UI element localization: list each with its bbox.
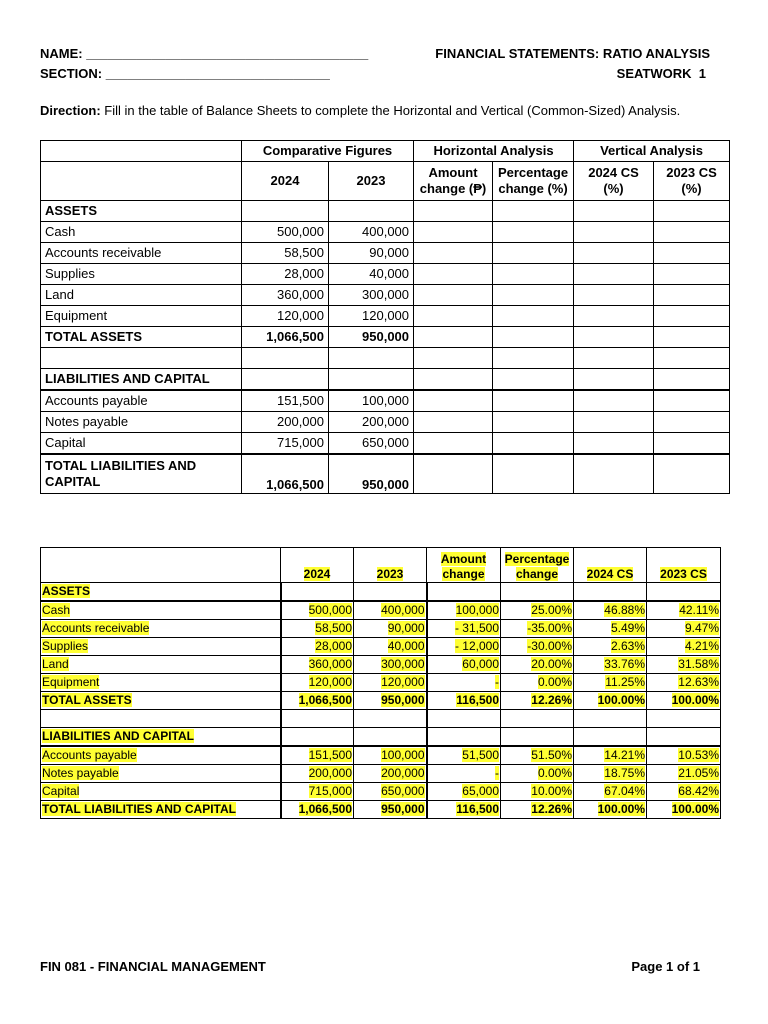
value-y2023: 950,000 [329,327,414,348]
blank-cell-cs-2024 [574,327,654,348]
blank-cell-cs-2023 [654,433,730,455]
group-header-horizontal: Horizontal Analysis [414,141,574,162]
value-2024 [281,583,354,602]
cs-2023: 4.21% [647,638,721,656]
value-y2024: 1,066,500 [242,327,329,348]
value-y2023 [329,348,414,369]
row-label: Accounts payable [41,390,242,412]
value-2024: 28,000 [281,638,354,656]
row-label: Supplies [41,264,242,285]
blank-cell-cs-2023 [654,327,730,348]
row-label [41,348,242,369]
blank-cell-percentage-change [493,433,574,455]
blank-cell-cs-2024 [574,201,654,222]
percentage-change [501,583,574,602]
value-y2023: 100,000 [329,390,414,412]
table1-group-header-row [41,141,730,162]
value-y2024: 500,000 [242,222,329,243]
value-y2023: 120,000 [329,306,414,327]
cs-2024: 14.21% [574,746,647,765]
t2-header-2023-cs: 2023 CS [647,548,721,583]
blank-cell-percentage-change [493,201,574,222]
sub-header-2024: 2024 [242,162,329,201]
table1-row [41,306,730,327]
t2-header-2024: 2024 [281,548,354,583]
value-2023 [354,728,427,747]
amount-change [427,728,501,747]
blank-cell-amount-change [414,306,493,327]
value-2023: 950,000 [354,801,427,819]
amount-change: - [427,674,501,692]
percentage-change: 25.00% [501,601,574,620]
group-header-vertical: Vertical Analysis [574,141,730,162]
value-y2024: 58,500 [242,243,329,264]
cs-2023 [647,728,721,747]
blank-cell-cs-2024 [574,306,654,327]
table2-row [41,692,721,710]
value-2023: 90,000 [354,620,427,638]
value-y2023 [329,369,414,391]
amount-change [427,710,501,728]
sub-header-2023-cs: 2023 CS (%) [654,162,730,201]
value-2023: 950,000 [354,692,427,710]
value-y2023: 400,000 [329,222,414,243]
value-y2024: 200,000 [242,412,329,433]
value-y2023: 650,000 [329,433,414,455]
row-label: TOTAL ASSETS [41,327,242,348]
row-label: Accounts payable [41,746,281,765]
table1-sub-header-row [41,162,730,201]
value-y2024 [242,201,329,222]
table1-row [41,327,730,348]
table1-row [41,369,730,391]
t2-header-amount-change: Amount change [427,548,501,583]
blank-cell-amount-change [414,285,493,306]
amount-change: - 31,500 [427,620,501,638]
cs-2023: 10.53% [647,746,721,765]
amount-change [427,583,501,602]
amount-change: 51,500 [427,746,501,765]
direction-text [40,102,730,120]
percentage-change: 0.00% [501,674,574,692]
row-label: Accounts receivable [41,243,242,264]
percentage-change: 12.26% [501,692,574,710]
row-label: Equipment [41,674,281,692]
cs-2024: 18.75% [574,765,647,783]
value-2024: 360,000 [281,656,354,674]
value-2024: 200,000 [281,765,354,783]
value-2023: 300,000 [354,656,427,674]
row-label: TOTAL ASSETS [41,692,281,710]
row-label: LIABILITIES AND CAPITAL [41,369,242,391]
value-2024: 1,066,500 [281,692,354,710]
table2-row [41,746,721,765]
blank-cell-amount-change [414,201,493,222]
blank-cell-percentage-change [493,412,574,433]
row-label: Capital [41,783,281,801]
blank-cell-amount-change [414,327,493,348]
blank-cell-amount-change [414,222,493,243]
sub-header-percentage-change: Percentage change (%) [493,162,574,201]
row-label: Land [41,285,242,306]
blank-cell-amount-change [414,390,493,412]
row-label: LIABILITIES AND CAPITAL [41,728,281,747]
blank-cell-percentage-change [493,390,574,412]
seatwork-label: SEATWORK 1 [616,66,706,81]
blank-cell-cs-2023 [654,369,730,391]
cs-2024: 2.63% [574,638,647,656]
percentage-change: -30.00% [501,638,574,656]
table2-row [41,620,721,638]
blank-cell-percentage-change [493,285,574,306]
table2-row [41,765,721,783]
table1-row [41,390,730,412]
amount-change: 65,000 [427,783,501,801]
percentage-change: 10.00% [501,783,574,801]
value-2024: 120,000 [281,674,354,692]
value-y2024: 715,000 [242,433,329,455]
value-y2023: 950,000 [329,454,414,494]
value-2024 [281,728,354,747]
amount-change: - [427,765,501,783]
blank-cell-cs-2024 [574,348,654,369]
value-y2023: 40,000 [329,264,414,285]
t2-header-2023: 2023 [354,548,427,583]
value-2023: 650,000 [354,783,427,801]
table2-header-row [41,548,721,583]
amount-change: 116,500 [427,801,501,819]
blank-cell-cs-2024 [574,454,654,494]
cs-2023 [647,710,721,728]
table1-row [41,433,730,455]
value-2024: 715,000 [281,783,354,801]
table2-row [41,783,721,801]
cs-2024: 5.49% [574,620,647,638]
value-2023: 100,000 [354,746,427,765]
value-y2023: 200,000 [329,412,414,433]
direction-body: Fill in the table of Balance Sheets to complete the Horizontal and Vertical (Common-Sized) Analysis. [100,103,681,118]
row-label: Cash [41,222,242,243]
amount-change: 60,000 [427,656,501,674]
blank-cell-cs-2023 [654,390,730,412]
blank-cell-amount-change [414,348,493,369]
table2-row [41,638,721,656]
value-y2023: 300,000 [329,285,414,306]
value-2024 [281,710,354,728]
blank-cell-cs-2024 [574,264,654,285]
blank-cell-cs-2023 [654,454,730,494]
cs-2024: 46.88% [574,601,647,620]
blank-cell-amount-change [414,369,493,391]
cs-2023: 31.58% [647,656,721,674]
blank-cell-cs-2024 [574,369,654,391]
table1-row [41,285,730,306]
row-label: Cash [41,601,281,620]
cs-2024 [574,728,647,747]
cs-2023: 9.47% [647,620,721,638]
value-2023: 400,000 [354,601,427,620]
blank-cell-percentage-change [493,348,574,369]
cs-2024: 100.00% [574,692,647,710]
blank-cell-cs-2023 [654,243,730,264]
blank-cell-percentage-change [493,454,574,494]
table2-row [41,583,721,602]
percentage-change [501,728,574,747]
amount-change: 116,500 [427,692,501,710]
blank-cell-percentage-change [493,243,574,264]
value-y2024 [242,369,329,391]
percentage-change: -35.00% [501,620,574,638]
cs-2024 [574,583,647,602]
table1-row [41,454,730,494]
percentage-change: 51.50% [501,746,574,765]
document-title: FINANCIAL STATEMENTS: RATIO ANALYSIS [435,46,710,61]
value-2024: 500,000 [281,601,354,620]
blank-cell-percentage-change [493,306,574,327]
blank-cell-cs-2024 [574,433,654,455]
row-label [41,710,281,728]
blank-cell-cs-2023 [654,285,730,306]
blank-cell-cs-2024 [574,412,654,433]
value-y2024: 120,000 [242,306,329,327]
row-label: Land [41,656,281,674]
table1-row [41,264,730,285]
row-label: Accounts receivable [41,620,281,638]
value-2023: 200,000 [354,765,427,783]
cs-2023 [647,583,721,602]
blank-cell-amount-change [414,412,493,433]
percentage-change: 12.26% [501,801,574,819]
value-2024: 1,066,500 [281,801,354,819]
cs-2024: 100.00% [574,801,647,819]
row-label: Notes payable [41,412,242,433]
value-y2024: 28,000 [242,264,329,285]
table2-row [41,674,721,692]
cs-2023: 100.00% [647,692,721,710]
value-2023: 120,000 [354,674,427,692]
cs-2024: 33.76% [574,656,647,674]
value-y2024: 151,500 [242,390,329,412]
blank-cell-cs-2023 [654,412,730,433]
group-header-comparative: Comparative Figures [242,141,414,162]
row-label: Capital [41,433,242,455]
row-label: Notes payable [41,765,281,783]
percentage-change [501,710,574,728]
blank-cell-cs-2023 [654,306,730,327]
percentage-change: 0.00% [501,765,574,783]
footer-page-number: Page 1 of 1 [631,959,700,974]
balance-sheet-worksheet-table [40,140,730,494]
table2-row [41,801,721,819]
cs-2024: 67.04% [574,783,647,801]
blank-cell-cs-2023 [654,201,730,222]
blank-cell-amount-change [414,433,493,455]
table1-row [41,348,730,369]
sub-header-2024-cs: 2024 CS (%) [574,162,654,201]
cs-2023: 21.05% [647,765,721,783]
row-label: ASSETS [41,201,242,222]
value-2023 [354,710,427,728]
table2-row [41,601,721,620]
table2-row [41,728,721,747]
cs-2024: 11.25% [574,674,647,692]
table2-row [41,656,721,674]
section-line: SECTION: _______________________________ [40,66,330,81]
sub-header-amount-change: Amount change (₱) [414,162,493,201]
cs-2024 [574,710,647,728]
row-label: TOTAL LIABILITIES AND CAPITAL [41,801,281,819]
cs-2023: 68.42% [647,783,721,801]
table1-row [41,243,730,264]
blank-cell-percentage-change [493,369,574,391]
value-y2024: 360,000 [242,285,329,306]
blank-cell-amount-change [414,243,493,264]
blank-cell-cs-2023 [654,348,730,369]
sub-header-2023: 2023 [329,162,414,201]
row-label: Equipment [41,306,242,327]
value-2024: 151,500 [281,746,354,765]
row-label: TOTAL LIABILITIES AND CAPITAL [41,454,242,494]
cs-2023: 12.63% [647,674,721,692]
value-y2024 [242,348,329,369]
direction-label: Direction: [40,103,101,118]
name-line: NAME: _______________________________________ [40,46,369,61]
percentage-change: 20.00% [501,656,574,674]
cs-2023: 42.11% [647,601,721,620]
value-y2023 [329,201,414,222]
table1-row [41,222,730,243]
value-y2023: 90,000 [329,243,414,264]
blank-cell-percentage-change [493,222,574,243]
row-label: ASSETS [41,583,281,602]
footer-course: FIN 081 - FINANCIAL MANAGEMENT [40,959,266,974]
blank-cell-cs-2023 [654,264,730,285]
amount-change: 100,000 [427,601,501,620]
t2-header-2024-cs: 2024 CS [574,548,647,583]
row-label: Supplies [41,638,281,656]
blank-cell-cs-2024 [574,243,654,264]
blank-cell-cs-2024 [574,390,654,412]
value-y2024: 1,066,500 [242,454,329,494]
table2-row [41,710,721,728]
value-2023 [354,583,427,602]
blank-cell-percentage-change [493,264,574,285]
value-2024: 58,500 [281,620,354,638]
t2-header-percentage-change: Percentage change [501,548,574,583]
blank-cell-cs-2024 [574,285,654,306]
amount-change: - 12,000 [427,638,501,656]
cs-2023: 100.00% [647,801,721,819]
value-2023: 40,000 [354,638,427,656]
blank-cell-amount-change [414,264,493,285]
blank-cell-cs-2024 [574,222,654,243]
blank-cell-amount-change [414,454,493,494]
blank-cell-cs-2023 [654,222,730,243]
balance-sheet-answer-table [40,547,721,819]
table1-row [41,201,730,222]
table1-row [41,412,730,433]
blank-cell-percentage-change [493,327,574,348]
